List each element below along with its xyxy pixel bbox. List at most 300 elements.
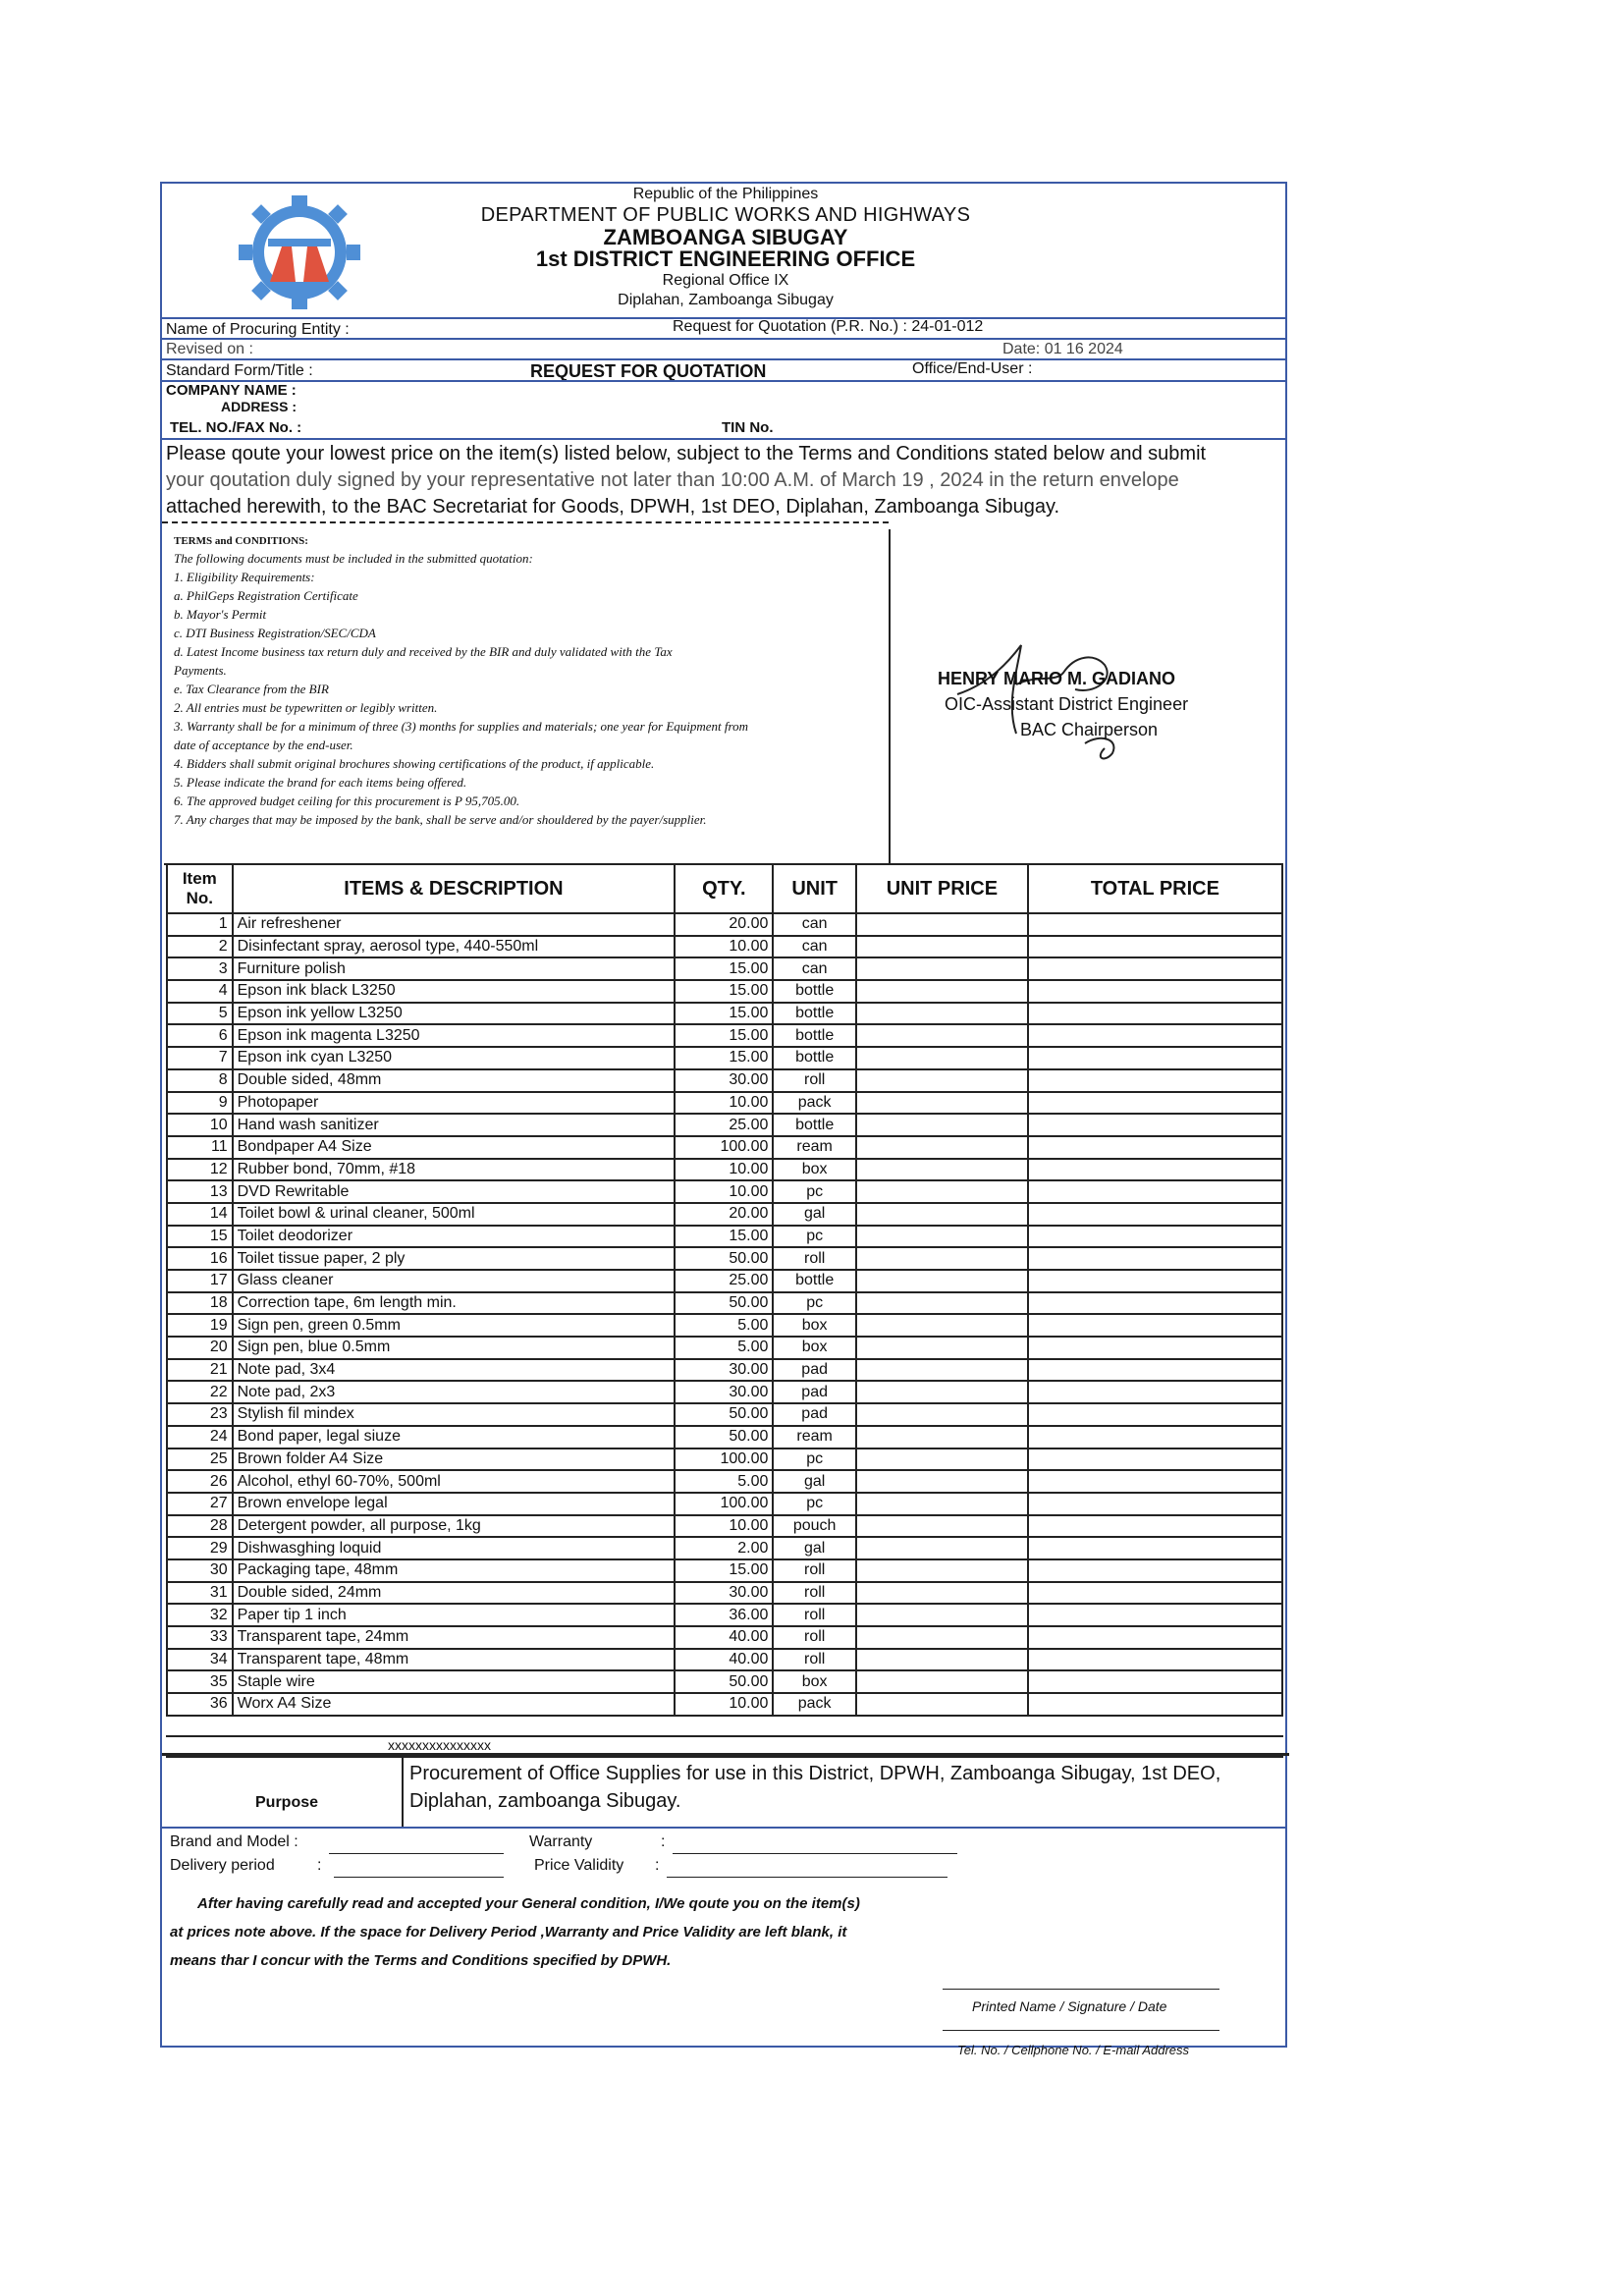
signature-line[interactable] <box>943 1989 1219 1990</box>
item-description: Photopaper <box>233 1092 676 1115</box>
terms-and-conditions <box>164 529 891 865</box>
item-unit: ream <box>773 1426 856 1449</box>
item-unit: box <box>773 1314 856 1337</box>
table-row <box>167 936 1282 958</box>
item-total-price[interactable] <box>1028 1670 1282 1693</box>
item-number: 15 <box>167 1226 233 1248</box>
item-number: 25 <box>167 1449 233 1471</box>
item-qty: 15.00 <box>675 1559 773 1582</box>
item-unit: pack <box>773 1092 856 1115</box>
item-unit-price[interactable] <box>856 1292 1028 1315</box>
table-row <box>167 1537 1282 1559</box>
item-description: Epson ink magenta L3250 <box>233 1024 676 1047</box>
item-description: Double sided, 24mm <box>233 1582 676 1605</box>
item-unit: can <box>773 957 856 980</box>
item-unit-price[interactable] <box>856 1649 1028 1671</box>
item-description: Epson ink yellow L3250 <box>233 1003 676 1025</box>
item-total-price[interactable] <box>1028 1270 1282 1292</box>
terms-line: 5. Please indicate the brand for each items being offered. <box>174 775 467 790</box>
item-number: 22 <box>167 1381 233 1403</box>
item-total-price[interactable] <box>1028 1649 1282 1671</box>
item-unit-price[interactable] <box>856 1092 1028 1115</box>
item-description: Disinfectant spray, aerosol type, 440-550ml <box>233 936 676 958</box>
item-number: 27 <box>167 1493 233 1515</box>
item-unit: bottle <box>773 1003 856 1025</box>
item-description: Stylish fil mindex <box>233 1403 676 1426</box>
item-total-price[interactable] <box>1028 1180 1282 1203</box>
price-validity-label: Price Validity <box>534 1857 624 1874</box>
item-number: 6 <box>167 1024 233 1047</box>
signatory-role: BAC Chairperson <box>1020 720 1159 739</box>
declaration-line-1: After having carefully read and accepted your General condition, I/We qoute you on the item(s) <box>197 1895 860 1912</box>
delivery-period-label: Delivery period <box>170 1857 275 1874</box>
item-number: 16 <box>167 1247 233 1270</box>
item-unit: roll <box>773 1247 856 1270</box>
terms-line: b. Mayor's Permit <box>174 607 267 622</box>
standard-form-label: Standard Form/Title : <box>166 362 313 379</box>
item-qty: 40.00 <box>675 1626 773 1649</box>
item-unit-price[interactable] <box>856 1203 1028 1226</box>
item-description: Toilet tissue paper, 2 ply <box>233 1247 676 1270</box>
terms-line: 2. All entries must be typewritten or legibly written. <box>174 700 438 715</box>
intro-line-3: attached herewith, to the BAC Secretariat for Goods, DPWH, 1st DEO, Diplahan, Zamboanga Sibugay. <box>166 496 1060 518</box>
item-total-price[interactable] <box>1028 1470 1282 1493</box>
item-total-price[interactable] <box>1028 1047 1282 1069</box>
item-unit-price[interactable] <box>856 1359 1028 1382</box>
item-qty: 15.00 <box>675 1024 773 1047</box>
col-item-no: Item No. <box>167 864 233 913</box>
item-unit: pc <box>773 1180 856 1203</box>
item-description: Alcohol, ethyl 60-70%, 500ml <box>233 1470 676 1493</box>
item-unit: roll <box>773 1604 856 1626</box>
item-description: Air refreshener <box>233 913 676 936</box>
item-unit-price[interactable] <box>856 913 1028 936</box>
terms-line: Payments. <box>174 663 227 678</box>
declaration-line-2: at prices note above. If the space for Delivery Period ,Warranty and Price Validity are left blank, it <box>170 1924 847 1941</box>
delivery-period-field[interactable] <box>334 1877 504 1878</box>
table-row <box>167 1092 1282 1115</box>
brand-model-field[interactable] <box>329 1853 504 1854</box>
item-qty: 5.00 <box>675 1337 773 1359</box>
item-qty: 15.00 <box>675 1047 773 1069</box>
item-total-price[interactable] <box>1028 1626 1282 1649</box>
intro-line-2: your qoutation duly signed by your representative not later than 10:00 A.M. of March 19 , 2024 in the return envelope <box>166 469 1179 491</box>
table-row <box>167 1337 1282 1359</box>
item-unit: box <box>773 1159 856 1181</box>
table-row <box>167 1359 1282 1382</box>
item-unit: pad <box>773 1359 856 1382</box>
item-unit-price[interactable] <box>856 1537 1028 1559</box>
item-qty: 10.00 <box>675 1092 773 1115</box>
item-description: Toilet bowl & urinal cleaner, 500ml <box>233 1203 676 1226</box>
revised-on-label: Revised on : <box>166 341 253 357</box>
item-description: Hand wash sanitizer <box>233 1114 676 1136</box>
item-qty: 10.00 <box>675 1159 773 1181</box>
item-description: Epson ink black L3250 <box>233 980 676 1003</box>
item-unit-price[interactable] <box>856 1559 1028 1582</box>
table-row <box>167 1159 1282 1181</box>
item-unit: gal <box>773 1537 856 1559</box>
item-unit-price[interactable] <box>856 1470 1028 1493</box>
item-number: 33 <box>167 1626 233 1649</box>
item-total-price[interactable] <box>1028 1226 1282 1248</box>
item-description: Detergent powder, all purpose, 1kg <box>233 1515 676 1538</box>
item-qty: 25.00 <box>675 1114 773 1136</box>
item-number: 3 <box>167 957 233 980</box>
item-qty: 15.00 <box>675 957 773 980</box>
item-unit: bottle <box>773 1024 856 1047</box>
item-qty: 15.00 <box>675 1226 773 1248</box>
item-total-price[interactable] <box>1028 1359 1282 1382</box>
item-unit: gal <box>773 1203 856 1226</box>
items-table <box>166 863 1283 1717</box>
terms-heading: TERMS and CONDITIONS: <box>174 535 308 547</box>
col-description: ITEMS & DESCRIPTION <box>233 864 676 913</box>
item-number: 28 <box>167 1515 233 1538</box>
item-unit-price[interactable] <box>856 1226 1028 1248</box>
item-number: 10 <box>167 1114 233 1136</box>
terms-line: 3. Warranty shall be for a minimum of three (3) months for supplies and materials; one year for Equipment from <box>174 719 748 734</box>
item-number: 23 <box>167 1403 233 1426</box>
item-qty: 15.00 <box>675 1003 773 1025</box>
brand-model-label: Brand and Model : <box>170 1833 298 1850</box>
item-qty: 50.00 <box>675 1670 773 1693</box>
item-description: Note pad, 2x3 <box>233 1381 676 1403</box>
table-row <box>167 1470 1282 1493</box>
table-row <box>167 1226 1282 1248</box>
item-total-price[interactable] <box>1028 1247 1282 1270</box>
item-unit: roll <box>773 1559 856 1582</box>
table-row <box>167 1604 1282 1626</box>
item-unit-price[interactable] <box>856 936 1028 958</box>
item-number: 21 <box>167 1359 233 1382</box>
item-unit-price[interactable] <box>856 1180 1028 1203</box>
item-unit-price[interactable] <box>856 1114 1028 1136</box>
item-qty: 10.00 <box>675 936 773 958</box>
item-qty: 50.00 <box>675 1426 773 1449</box>
signature-caption: Printed Name / Signature / Date <box>972 1998 1167 2014</box>
terms-line: 1. Eligibility Requirements: <box>174 570 315 584</box>
item-qty: 5.00 <box>675 1470 773 1493</box>
item-qty: 2.00 <box>675 1537 773 1559</box>
item-qty: 100.00 <box>675 1493 773 1515</box>
price-validity-field[interactable] <box>667 1877 947 1878</box>
table-row <box>167 1559 1282 1582</box>
item-unit-price[interactable] <box>856 1670 1028 1693</box>
table-row <box>167 1136 1282 1159</box>
rfq-document <box>160 182 1287 2057</box>
item-total-price[interactable] <box>1028 1426 1282 1449</box>
item-total-price[interactable] <box>1028 913 1282 936</box>
purpose-line-2: Diplahan, zamboanga Sibugay. <box>409 1790 681 1812</box>
item-number: 11 <box>167 1136 233 1159</box>
item-description: Rubber bond, 70mm, #18 <box>233 1159 676 1181</box>
item-unit-price[interactable] <box>856 1604 1028 1626</box>
item-number: 35 <box>167 1670 233 1693</box>
item-number: 14 <box>167 1203 233 1226</box>
item-unit-price[interactable] <box>856 1493 1028 1515</box>
table-row <box>167 1024 1282 1047</box>
item-number: 9 <box>167 1092 233 1115</box>
table-row <box>167 1693 1282 1716</box>
item-total-price[interactable] <box>1028 1292 1282 1315</box>
item-unit: bottle <box>773 1270 856 1292</box>
terms-line: The following documents must be included in the submitted quotation: <box>174 551 533 566</box>
item-unit-price[interactable] <box>856 1515 1028 1538</box>
item-total-price[interactable] <box>1028 1203 1282 1226</box>
terms-line: 6. The approved budget ceiling for this procurement is P 95,705.00. <box>174 793 520 808</box>
item-total-price[interactable] <box>1028 1493 1282 1515</box>
item-unit: roll <box>773 1649 856 1671</box>
item-description: Correction tape, 6m length min. <box>233 1292 676 1315</box>
item-description: Epson ink cyan L3250 <box>233 1047 676 1069</box>
table-row <box>167 1047 1282 1069</box>
delivery-colon: : <box>317 1857 322 1874</box>
company-name-label: COMPANY NAME : <box>166 382 297 399</box>
item-number: 36 <box>167 1693 233 1716</box>
item-unit: roll <box>773 1582 856 1605</box>
item-description: Brown envelope legal <box>233 1493 676 1515</box>
signatory-position: OIC-Assistant District Engineer <box>945 694 1189 714</box>
item-total-price[interactable] <box>1028 1515 1282 1538</box>
item-description: Paper tip 1 inch <box>233 1604 676 1626</box>
table-row <box>167 1114 1282 1136</box>
item-unit: pc <box>773 1292 856 1315</box>
item-total-price[interactable] <box>1028 1582 1282 1605</box>
item-unit-price[interactable] <box>856 980 1028 1003</box>
item-description: Dishwasghing loquid <box>233 1537 676 1559</box>
item-number: 4 <box>167 980 233 1003</box>
item-total-price[interactable] <box>1028 1092 1282 1115</box>
item-number: 2 <box>167 936 233 958</box>
item-unit-price[interactable] <box>856 1626 1028 1649</box>
header-location: Diplahan, Zamboanga Sibugay <box>618 292 834 308</box>
col-unit-price: UNIT PRICE <box>856 864 1028 913</box>
terms-line: c. DTI Business Registration/SEC/CDA <box>174 626 376 640</box>
procuring-entity-label: Name of Procuring Entity : <box>166 321 350 338</box>
item-unit: box <box>773 1337 856 1359</box>
item-total-price[interactable] <box>1028 1403 1282 1426</box>
item-unit-price[interactable] <box>856 1047 1028 1069</box>
terms-line: d. Latest Income business tax return duly and received by the BIR and duly validated with the Tax <box>174 644 673 659</box>
item-unit: gal <box>773 1470 856 1493</box>
item-number: 7 <box>167 1047 233 1069</box>
rfq-number: Request for Quotation (P.R. No.) : 24-01-012 <box>673 318 984 335</box>
item-total-price[interactable] <box>1028 980 1282 1003</box>
item-unit-price[interactable] <box>856 1247 1028 1270</box>
terms-top-divider <box>162 521 889 523</box>
table-row <box>167 1449 1282 1471</box>
item-unit-price[interactable] <box>856 1449 1028 1471</box>
item-qty: 100.00 <box>675 1136 773 1159</box>
header-republic: Republic of the Philippines <box>632 186 819 202</box>
intro-line-1: Please qoute your lowest price on the item(s) listed below, subject to the Terms and Conditions stated below and submit <box>166 443 1207 465</box>
item-total-price[interactable] <box>1028 1314 1282 1337</box>
item-total-price[interactable] <box>1028 936 1282 958</box>
item-unit-price[interactable] <box>856 1337 1028 1359</box>
item-description: Glass cleaner <box>233 1270 676 1292</box>
item-qty: 50.00 <box>675 1292 773 1315</box>
item-total-price[interactable] <box>1028 1381 1282 1403</box>
item-unit-price[interactable] <box>856 1381 1028 1403</box>
item-qty: 30.00 <box>675 1381 773 1403</box>
item-number: 20 <box>167 1337 233 1359</box>
item-qty: 30.00 <box>675 1359 773 1382</box>
item-total-price[interactable] <box>1028 1693 1282 1716</box>
item-unit-price[interactable] <box>856 1693 1028 1716</box>
item-unit: pc <box>773 1493 856 1515</box>
item-unit: pc <box>773 1226 856 1248</box>
item-unit: bottle <box>773 1047 856 1069</box>
item-unit: ream <box>773 1136 856 1159</box>
table-row <box>167 980 1282 1003</box>
item-description: Toilet deodorizer <box>233 1226 676 1248</box>
item-number: 19 <box>167 1314 233 1337</box>
contact-line[interactable] <box>943 2030 1219 2031</box>
item-total-price[interactable] <box>1028 1114 1282 1136</box>
item-unit: box <box>773 1670 856 1693</box>
header-region: Regional Office IX <box>662 272 789 289</box>
col-unit: UNIT <box>773 864 856 913</box>
col-qty: QTY. <box>675 864 773 913</box>
item-number: 26 <box>167 1470 233 1493</box>
item-unit: bottle <box>773 980 856 1003</box>
item-total-price[interactable] <box>1028 1003 1282 1025</box>
item-total-price[interactable] <box>1028 1559 1282 1582</box>
table-header-row <box>167 864 1282 913</box>
item-unit: bottle <box>773 1114 856 1136</box>
item-number: 5 <box>167 1003 233 1025</box>
table-row <box>167 1381 1282 1403</box>
table-row <box>167 1003 1282 1025</box>
item-description: Brown folder A4 Size <box>233 1449 676 1471</box>
item-unit: pouch <box>773 1515 856 1538</box>
item-unit-price[interactable] <box>856 1136 1028 1159</box>
warranty-label: Warranty <box>529 1833 593 1850</box>
item-unit-price[interactable] <box>856 1003 1028 1025</box>
table-row <box>167 1626 1282 1649</box>
item-number: 12 <box>167 1159 233 1181</box>
tin-label: TIN No. <box>722 419 774 436</box>
item-unit-price[interactable] <box>856 1270 1028 1292</box>
item-number: 1 <box>167 913 233 936</box>
office-end-user-label: Office/End-User : <box>912 360 1033 377</box>
item-description: Transparent tape, 48mm <box>233 1649 676 1671</box>
purpose-label: Purpose <box>255 1794 319 1811</box>
item-unit-price[interactable] <box>856 957 1028 980</box>
item-unit: can <box>773 913 856 936</box>
item-total-price[interactable] <box>1028 1337 1282 1359</box>
item-qty: 36.00 <box>675 1604 773 1626</box>
item-unit-price[interactable] <box>856 1069 1028 1092</box>
item-total-price[interactable] <box>1028 1604 1282 1626</box>
table-row <box>167 1493 1282 1515</box>
table-row <box>167 1426 1282 1449</box>
item-number: 29 <box>167 1537 233 1559</box>
item-number: 30 <box>167 1559 233 1582</box>
item-unit-price[interactable] <box>856 1024 1028 1047</box>
address-label: ADDRESS : <box>221 399 298 414</box>
item-unit-price[interactable] <box>856 1314 1028 1337</box>
item-unit: pad <box>773 1381 856 1403</box>
item-qty: 20.00 <box>675 913 773 936</box>
item-description: Bondpaper A4 Size <box>233 1136 676 1159</box>
item-total-price[interactable] <box>1028 1537 1282 1559</box>
item-qty: 10.00 <box>675 1693 773 1716</box>
item-number: 34 <box>167 1649 233 1671</box>
terms-line: 7. Any charges that may be imposed by the bank, shall be serve and/or shouldered by the payer/supplier. <box>174 812 707 827</box>
item-qty: 50.00 <box>675 1403 773 1426</box>
terms-line: date of acceptance by the end-user. <box>174 738 353 752</box>
item-unit: roll <box>773 1069 856 1092</box>
item-description: Worx A4 Size <box>233 1693 676 1716</box>
table-row <box>167 1515 1282 1538</box>
warranty-field[interactable] <box>673 1853 957 1854</box>
col-total-price: TOTAL PRICE <box>1028 864 1282 913</box>
item-unit-price[interactable] <box>856 1426 1028 1449</box>
item-description: Sign pen, green 0.5mm <box>233 1314 676 1337</box>
rfq-date: Date: 01 16 2024 <box>1002 341 1123 357</box>
item-unit-price[interactable] <box>856 1582 1028 1605</box>
table-row <box>167 1670 1282 1693</box>
item-number: 32 <box>167 1604 233 1626</box>
item-unit-price[interactable] <box>856 1159 1028 1181</box>
purpose-line-1: Procurement of Office Supplies for use in this District, DPWH, Zamboanga Sibugay, 1st DEO, <box>409 1763 1221 1784</box>
item-description: Sign pen, blue 0.5mm <box>233 1337 676 1359</box>
tel-fax-label: TEL. NO./FAX No. : <box>170 419 302 436</box>
table-row <box>167 1069 1282 1092</box>
signatory-name: HENRY MARIO M. GADIANO <box>938 669 1176 688</box>
table-row <box>167 1314 1282 1337</box>
item-total-price[interactable] <box>1028 957 1282 980</box>
item-qty: 25.00 <box>675 1270 773 1292</box>
contact-caption: Tel. No. / Cellphone No. / E-mail Address <box>957 2043 1190 2057</box>
item-description: Bond paper, legal siuze <box>233 1426 676 1449</box>
warranty-colon: : <box>661 1833 666 1850</box>
item-unit: pc <box>773 1449 856 1471</box>
item-description: Furniture polish <box>233 957 676 980</box>
table-row <box>167 1247 1282 1270</box>
item-qty: 100.00 <box>675 1449 773 1471</box>
item-total-price[interactable] <box>1028 1136 1282 1159</box>
end-of-list-marker: xxxxxxxxxxxxxxx <box>388 1737 491 1753</box>
item-unit: pad <box>773 1403 856 1426</box>
item-description: DVD Rewritable <box>233 1180 676 1203</box>
item-total-price[interactable] <box>1028 1024 1282 1047</box>
table-row <box>167 1270 1282 1292</box>
table-row <box>167 913 1282 936</box>
item-qty: 20.00 <box>675 1203 773 1226</box>
item-qty: 30.00 <box>675 1582 773 1605</box>
item-qty: 10.00 <box>675 1180 773 1203</box>
header-office: 1st DISTRICT ENGINEERING OFFICE <box>535 246 916 271</box>
item-qty: 5.00 <box>675 1314 773 1337</box>
table-row <box>167 1403 1282 1426</box>
item-qty: 30.00 <box>675 1069 773 1092</box>
item-unit: pack <box>773 1693 856 1716</box>
header-department: DEPARTMENT OF PUBLIC WORKS AND HIGHWAYS <box>480 204 971 226</box>
item-unit-price[interactable] <box>856 1403 1028 1426</box>
item-qty: 50.00 <box>675 1247 773 1270</box>
item-unit: can <box>773 936 856 958</box>
terms-line: e. Tax Clearance from the BIR <box>174 682 329 696</box>
item-total-price[interactable] <box>1028 1449 1282 1471</box>
form-title: REQUEST FOR QUOTATION <box>530 361 767 381</box>
table-row <box>167 1203 1282 1226</box>
item-total-price[interactable] <box>1028 1069 1282 1092</box>
terms-line: 4. Bidders shall submit original brochures showing certifications of the product, if applicable. <box>174 756 655 771</box>
item-total-price[interactable] <box>1028 1159 1282 1181</box>
